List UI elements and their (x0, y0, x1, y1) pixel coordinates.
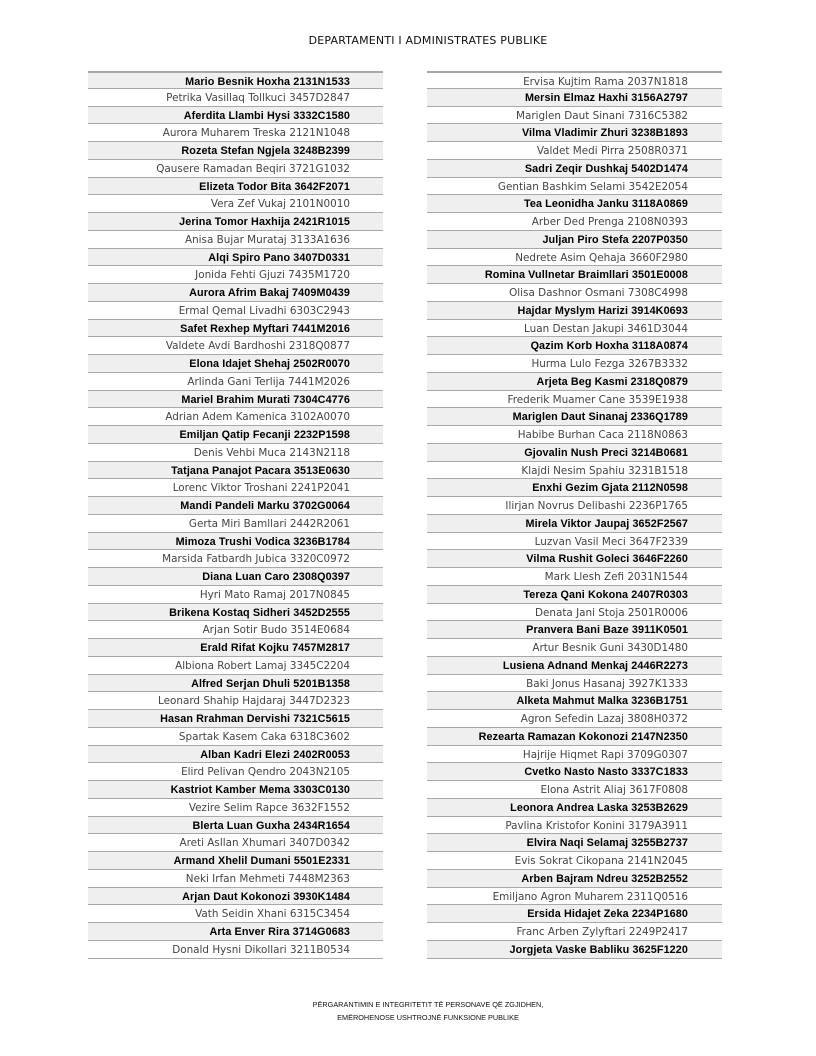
left-name-column (88, 71, 383, 959)
list-item: Valdet Medi Pirra 2508R0371 (427, 142, 722, 160)
list-item: Baki Jonus Hasanaj 3927K1333 (427, 675, 722, 693)
list-item: Mirela Viktor Jaupaj 3652F2567 (427, 515, 722, 533)
list-item: Hasan Rrahman Dervishi 7321C5615 (88, 710, 383, 728)
list-item: Elona Astrit Aliaj 3617F0808 (427, 781, 722, 799)
footer-line-2: EMËROHENOSE USHTROJNË FUNKSIONE PUBLIKE (337, 1013, 519, 1022)
list-item: Adrian Adem Kamenica 3102A0070 (88, 408, 383, 426)
list-item: Hajdar Myslym Harizi 3914K0693 (427, 302, 722, 320)
list-item: Valdete Avdi Bardhoshi 2318Q0877 (88, 337, 383, 355)
list-item: Luan Destan Jakupi 3461D3044 (427, 320, 722, 338)
list-item: Ermal Qemal Livadhi 6303C2943 (88, 302, 383, 320)
list-item: Vezire Selim Rapce 3632F1552 (88, 799, 383, 817)
list-item: Donald Hysni Dikollari 3211B0534 (88, 941, 383, 959)
list-item: Diana Luan Caro 2308Q0397 (88, 568, 383, 586)
list-item: Qazim Korb Hoxha 3118A0874 (427, 337, 722, 355)
list-item: Gjovalin Nush Preci 3214B0681 (427, 444, 722, 462)
list-item: Emiljan Qatip Fecanji 2232P1598 (88, 426, 383, 444)
list-item: Erald Rifat Kojku 7457M2817 (88, 639, 383, 657)
list-item: Vera Zef Vukaj 2101N0010 (88, 195, 383, 213)
list-item: Cvetko Nasto Nasto 3337C1833 (427, 763, 722, 781)
list-item: Mario Besnik Hoxha 2131N1533 (88, 71, 383, 89)
list-item: Habibe Burhan Caca 2118N0863 (427, 426, 722, 444)
list-item: Arber Ded Prenga 2108N0393 (427, 213, 722, 231)
list-item: Lorenc Viktor Troshani 2241P2041 (88, 479, 383, 497)
list-item: Mandi Pandeli Marku 3702G0064 (88, 497, 383, 515)
list-item: Ilirjan Novrus Delibashi 2236P1765 (427, 497, 722, 515)
list-item: Brikena Kostaq Sidheri 3452D2555 (88, 604, 383, 622)
list-item: Safet Rexhep Myftari 7441M2016 (88, 320, 383, 338)
list-item: Ervisa Kujtim Rama 2037N1818 (427, 71, 722, 89)
list-item: Mersin Elmaz Haxhi 3156A2797 (427, 89, 722, 107)
list-item: Hurma Lulo Fezga 3267B3332 (427, 355, 722, 373)
list-item: Jonida Fehti Gjuzi 7435M1720 (88, 266, 383, 284)
list-item: Mimoza Trushi Vodica 3236B1784 (88, 533, 383, 551)
page-footer (0, 998, 816, 1024)
list-item: Mariglen Daut Sinani 7316C5382 (427, 107, 722, 125)
list-item: Lusiena Adnand Menkaj 2446R2273 (427, 657, 722, 675)
list-item: Evis Sokrat Cikopana 2141N2045 (427, 852, 722, 870)
list-item: Alfred Serjan Dhuli 5201B1358 (88, 675, 383, 693)
list-item: Jorgjeta Vaske Babliku 3625F1220 (427, 941, 722, 959)
list-item: Elird Pelivan Qendro 2043N2105 (88, 763, 383, 781)
list-item: Petrika Vasillaq Tollkuci 3457D2847 (88, 89, 383, 107)
list-item: Pavlina Kristofor Konini 3179A3911 (427, 817, 722, 835)
list-item: Kastriot Kamber Mema 3303C0130 (88, 781, 383, 799)
list-item: Alban Kadri Elezi 2402R0053 (88, 746, 383, 764)
list-item: Rozeta Stefan Ngjela 3248B2399 (88, 142, 383, 160)
list-item: Arjeta Beg Kasmi 2318Q0879 (427, 373, 722, 391)
list-item: Marsida Fatbardh Jubica 3320C0972 (88, 550, 383, 568)
list-item: Hajrije Hiqmet Rapi 3709G0307 (427, 746, 722, 764)
list-item: Franc Arben Zylyftari 2249P2417 (427, 923, 722, 941)
list-item: Juljan Piro Stefa 2207P0350 (427, 231, 722, 249)
list-item: Blerta Luan Guxha 2434R1654 (88, 817, 383, 835)
list-item: Neki Irfan Mehmeti 7448M2363 (88, 870, 383, 888)
list-item: Agron Sefedin Lazaj 3808H0372 (427, 710, 722, 728)
list-item: Klajdi Nesim Spahiu 3231B1518 (427, 462, 722, 480)
list-item: Spartak Kasem Caka 6318C3602 (88, 728, 383, 746)
list-item: Armand Xhelil Dumani 5501E2331 (88, 852, 383, 870)
list-item: Ersida Hidajet Zeka 2234P1680 (427, 905, 722, 923)
list-item: Emiljano Agron Muharem 2311Q0516 (427, 888, 722, 906)
list-item: Aurora Muharem Treska 2121N1048 (88, 124, 383, 142)
list-item: Sadri Zeqir Dushkaj 5402D1474 (427, 160, 722, 178)
list-item: Aurora Afrim Bakaj 7409M0439 (88, 284, 383, 302)
list-item: Denata Jani Stoja 2501R0006 (427, 604, 722, 622)
list-item: Arjan Sotir Budo 3514E0684 (88, 621, 383, 639)
list-item: Arlinda Gani Terlija 7441M2026 (88, 373, 383, 391)
list-item: Tea Leonidha Janku 3118A0869 (427, 195, 722, 213)
list-item: Gentian Bashkim Selami 3542E2054 (427, 178, 722, 196)
footer-line-1: PËRGARANTIMIN E INTEGRITETIT TË PERSONAVE QË ZGJIDHEN, (312, 1000, 544, 1009)
list-item: Nedrete Asim Qehaja 3660F2980 (427, 249, 722, 267)
list-item: Qausere Ramadan Beqiri 3721G1032 (88, 160, 383, 178)
list-item: Pranvera Bani Baze 3911K0501 (427, 621, 722, 639)
list-item: Artur Besnik Guni 3430D1480 (427, 639, 722, 657)
list-item: Tereza Qani Kokona 2407R0303 (427, 586, 722, 604)
list-item: Enxhi Gezim Gjata 2112N0598 (427, 479, 722, 497)
list-item: Elona Idajet Shehaj 2502R0070 (88, 355, 383, 373)
list-item: Elvira Naqi Selamaj 3255B2737 (427, 834, 722, 852)
list-item: Anisa Bujar Murataj 3133A1636 (88, 231, 383, 249)
list-item: Arta Enver Rira 3714G0683 (88, 923, 383, 941)
list-item: Romina Vullnetar Braimllari 3501E0008 (427, 266, 722, 284)
list-item: Luzvan Vasil Meci 3647F2339 (427, 533, 722, 551)
list-item: Denis Vehbi Muca 2143N2118 (88, 444, 383, 462)
list-item: Hyri Mato Ramaj 2017N0845 (88, 586, 383, 604)
list-item: Mariglen Daut Sinanaj 2336Q1789 (427, 408, 722, 426)
list-item: Mark Llesh Zefi 2031N1544 (427, 568, 722, 586)
list-item: Arjan Daut Kokonozi 3930K1484 (88, 888, 383, 906)
list-item: Tatjana Panajot Pacara 3513E0630 (88, 462, 383, 480)
list-item: Leonora Andrea Laska 3253B2629 (427, 799, 722, 817)
list-item: Frederik Muamer Cane 3539E1938 (427, 391, 722, 409)
list-item: Gerta Miri Bamllari 2442R2061 (88, 515, 383, 533)
list-item: Mariel Brahim Murati 7304C4776 (88, 391, 383, 409)
list-item: Aferdita Llambi Hysi 3332C1580 (88, 107, 383, 125)
list-item: Albiona Robert Lamaj 3345C2204 (88, 657, 383, 675)
list-item: Elizeta Todor Bita 3642F2071 (88, 178, 383, 196)
list-item: Vath Seidin Xhani 6315C3454 (88, 905, 383, 923)
right-name-column (427, 71, 722, 959)
list-item: Vilma Rushit Goleci 3646F2260 (427, 550, 722, 568)
list-item: Jerina Tomor Haxhija 2421R1015 (88, 213, 383, 231)
list-item: Areti Asllan Xhumari 3407D0342 (88, 834, 383, 852)
list-item: Alqi Spiro Pano 3407D0331 (88, 249, 383, 267)
list-item: Vilma Vladimir Zhuri 3238B1893 (427, 124, 722, 142)
list-item: Olisa Dashnor Osmani 7308C4998 (427, 284, 722, 302)
list-item: Alketa Mahmut Malka 3236B1751 (427, 692, 722, 710)
list-item: Rezearta Ramazan Kokonozi 2147N2350 (427, 728, 722, 746)
list-item: Arben Bajram Ndreu 3252B2552 (427, 870, 722, 888)
page-title: DEPARTAMENTI I ADMINISTRATES PUBLIKE (308, 34, 548, 47)
list-item: Leonard Shahip Hajdaraj 3447D2323 (88, 692, 383, 710)
